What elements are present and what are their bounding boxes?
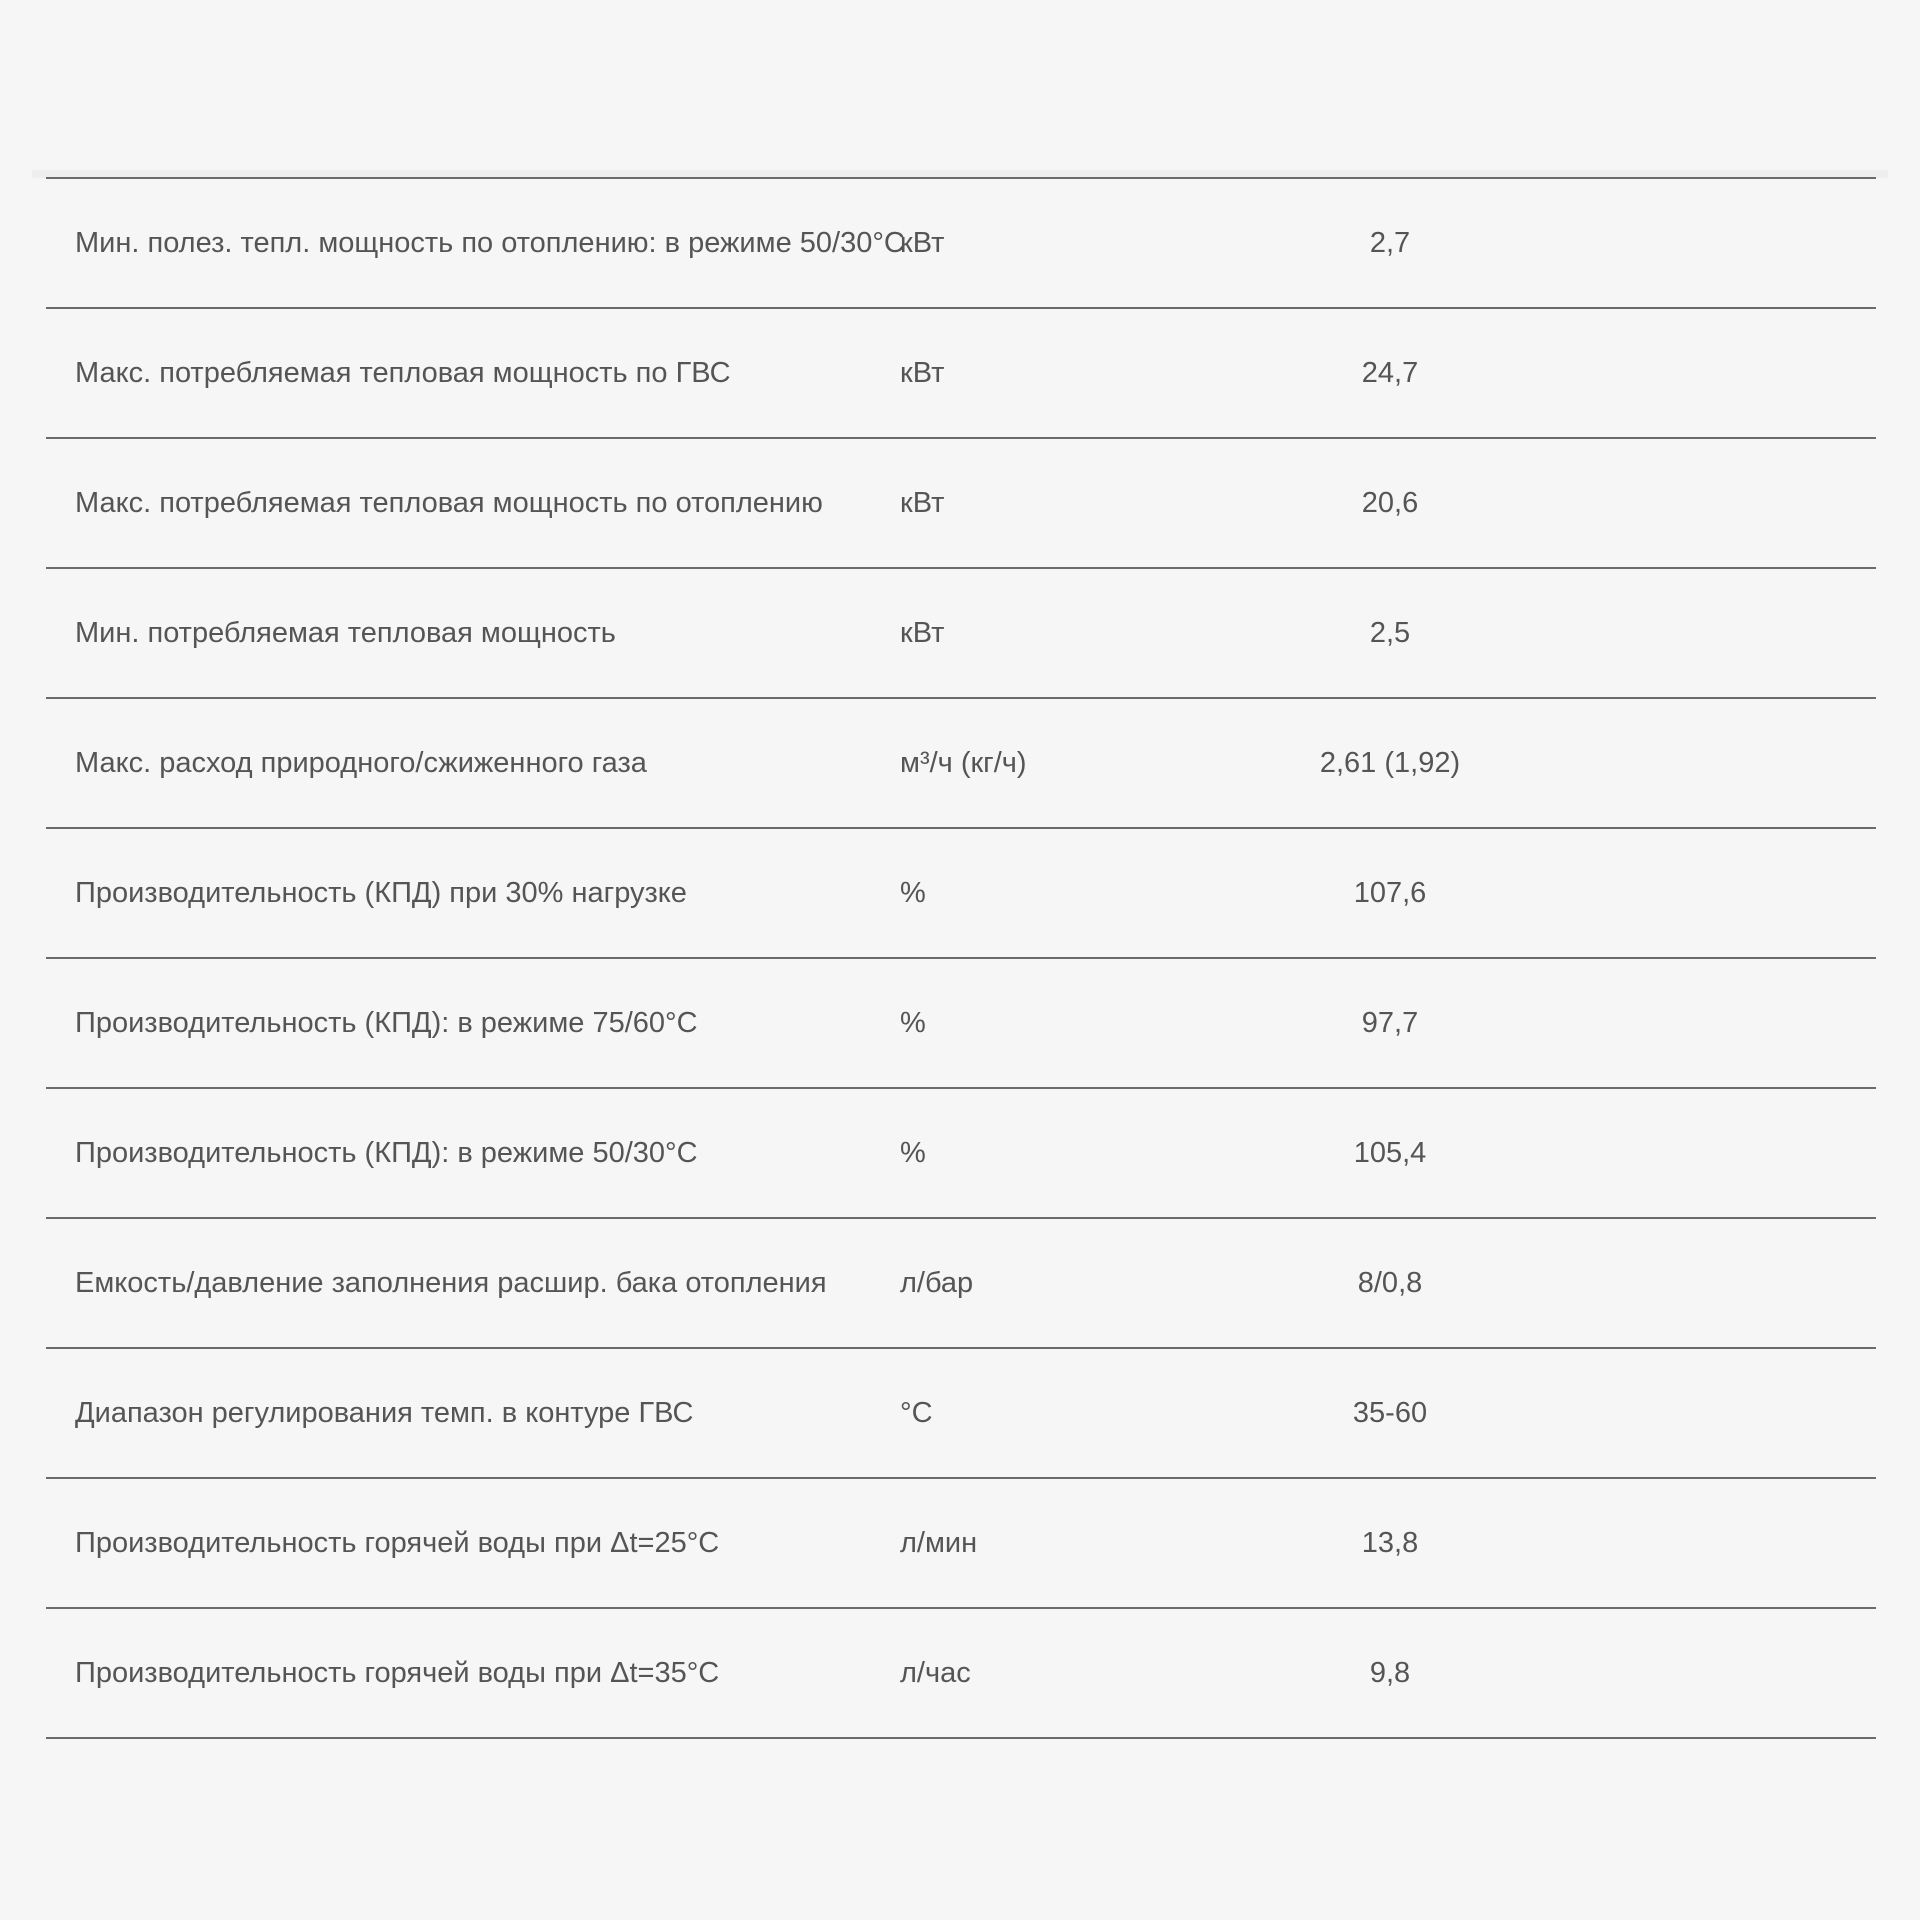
param-value: 2,5 xyxy=(1369,616,1411,649)
param-name: Производительность (КПД): в режиме 75/60°С xyxy=(75,1006,698,1039)
param-unit: кВт xyxy=(900,356,945,389)
table-row xyxy=(46,1219,1876,1349)
param-unit: % xyxy=(900,1136,926,1169)
param-value: 20,6 xyxy=(1361,486,1419,519)
param-unit: кВт xyxy=(900,486,945,519)
table-row xyxy=(46,699,1876,829)
param-unit: % xyxy=(900,876,926,909)
param-name: Макс. расход природного/сжиженного газа xyxy=(75,746,647,779)
table-row xyxy=(46,1349,1876,1479)
param-value: 2,7 xyxy=(1369,226,1411,259)
table-row xyxy=(46,1089,1876,1219)
table-row xyxy=(46,1609,1876,1739)
param-unit: м³/ч (кг/ч) xyxy=(900,746,1027,779)
param-unit: кВт xyxy=(900,226,945,259)
param-value: 13,8 xyxy=(1361,1526,1419,1559)
table-row xyxy=(46,179,1876,309)
param-value: 8/0,8 xyxy=(1357,1266,1423,1299)
param-value: 9,8 xyxy=(1369,1656,1411,1689)
table-row xyxy=(46,309,1876,439)
param-unit: л/час xyxy=(900,1656,971,1689)
param-name: Производительность горячей воды при Δt=35°С xyxy=(75,1656,720,1689)
param-unit: л/мин xyxy=(900,1526,978,1559)
table-row xyxy=(46,829,1876,959)
param-name: Производительность горячей воды при Δt=25°С xyxy=(75,1526,720,1559)
param-name: Производительность (КПД): в режиме 50/30°С xyxy=(75,1136,698,1169)
param-value: 107,6 xyxy=(1353,876,1427,909)
param-name: Макс. потребляемая тепловая мощность по ГВС xyxy=(75,356,731,389)
param-value: 24,7 xyxy=(1361,356,1419,389)
param-unit: кВт xyxy=(900,616,945,649)
param-value: 2,61 (1,92) xyxy=(1319,746,1461,779)
param-name: Макс. потребляемая тепловая мощность по отоплению xyxy=(75,486,823,519)
param-name: Емкость/давление заполнения расшир. бака отопления xyxy=(75,1266,827,1299)
param-unit: л/бар xyxy=(900,1266,974,1299)
table-row xyxy=(46,959,1876,1089)
param-value: 97,7 xyxy=(1361,1006,1419,1039)
param-unit: °С xyxy=(900,1396,933,1429)
param-value: 105,4 xyxy=(1353,1136,1427,1169)
table-row xyxy=(46,439,1876,569)
specs-table xyxy=(46,177,1876,1739)
table-row xyxy=(46,569,1876,699)
param-name: Мин. полез. тепл. мощность по отоплению: в режиме 50/30°С xyxy=(75,226,905,259)
param-name: Диапазон регулирования темп. в контуре ГВС xyxy=(75,1396,694,1429)
param-name: Производительность (КПД) при 30% нагрузке xyxy=(75,876,687,909)
param-name: Мин. потребляемая тепловая мощность xyxy=(75,616,616,649)
param-unit: % xyxy=(900,1006,926,1039)
table-row xyxy=(46,1479,1876,1609)
param-value: 35-60 xyxy=(1352,1396,1428,1429)
